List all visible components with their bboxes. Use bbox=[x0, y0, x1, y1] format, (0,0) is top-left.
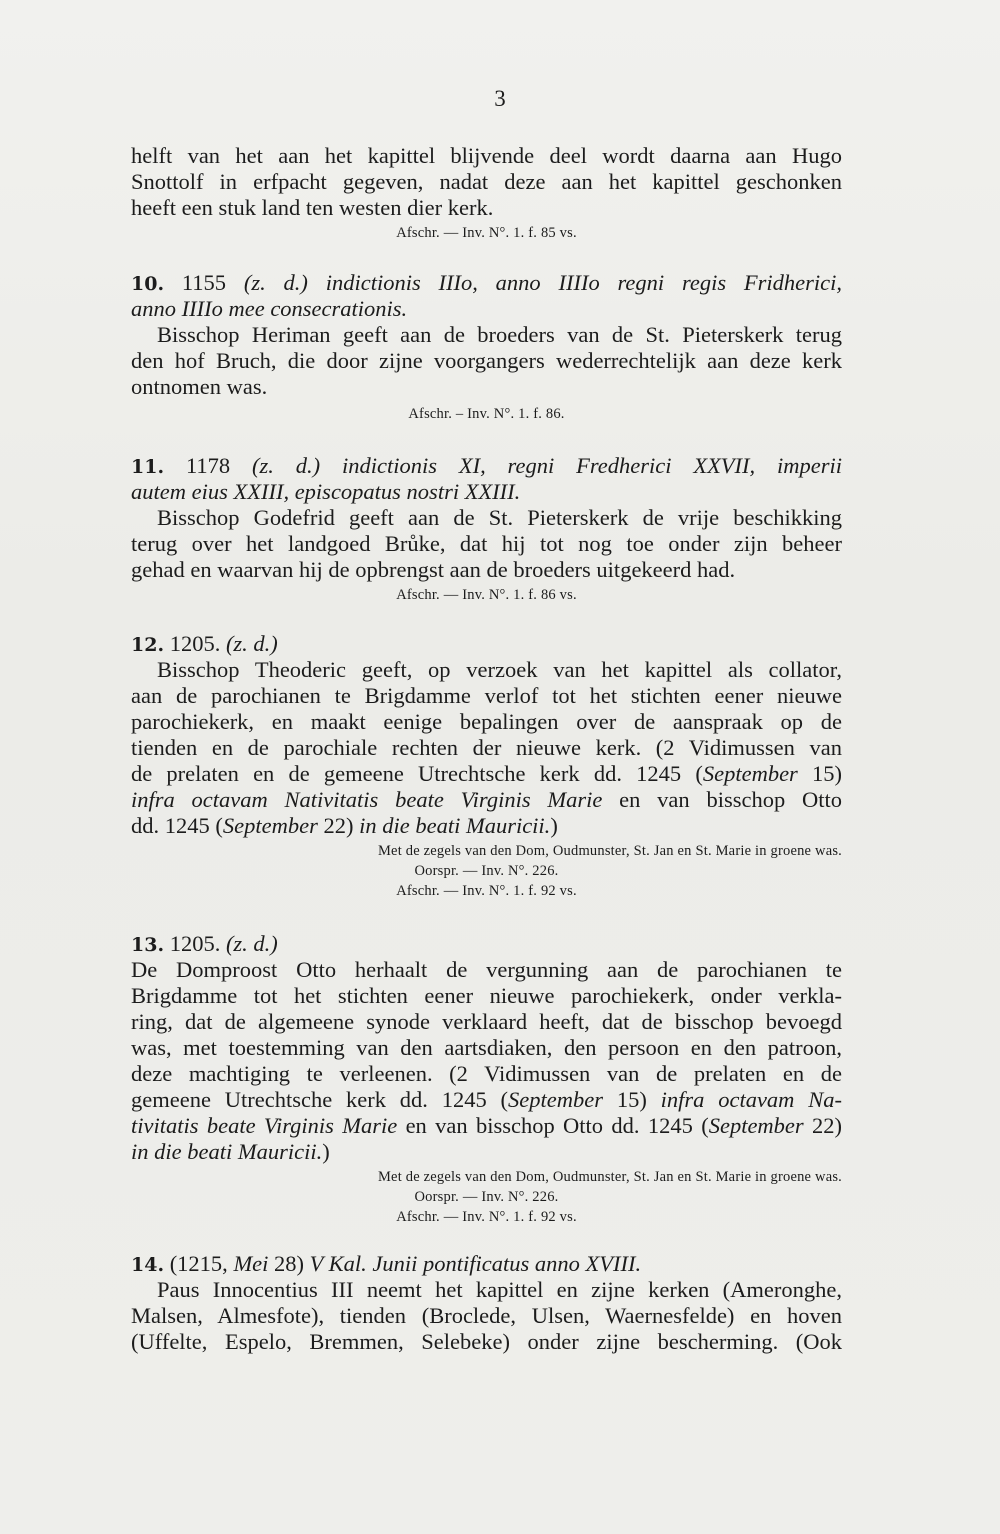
source-reference: Afschr. – Inv. N°. 1. f. 86. bbox=[408, 406, 565, 422]
text-segment: 15) bbox=[603, 1087, 661, 1112]
text-line bbox=[131, 813, 842, 839]
entry-date: 1205. bbox=[169, 631, 221, 656]
text-segment: 22) bbox=[317, 813, 360, 838]
entry-header bbox=[131, 270, 842, 296]
text-line bbox=[131, 1113, 842, 1139]
text-line: tienden en de parochiale rechten der nieuwe kerk. (2 Vidimussen van bbox=[131, 735, 842, 760]
text-line: (Uffelte, Espelo, Bremmen, Selebeke) onder zijne bescherming. (Ook bbox=[131, 1329, 842, 1354]
entry-11 bbox=[131, 453, 842, 605]
text-line: Bisschop Theoderic geeft, op verzoek van het kapittel als collator, bbox=[157, 657, 842, 682]
text-line: Paus Innocentius III neemt het kapittel en zijne kerken (Ameronghe, bbox=[157, 1277, 842, 1302]
entry-header bbox=[131, 1251, 842, 1277]
text-segment-italic: infra octavam Na- bbox=[660, 1087, 842, 1112]
text-segment: ) bbox=[322, 1139, 330, 1164]
entry-date: 1178 bbox=[185, 453, 231, 478]
entry-date-note: (z. d.) bbox=[225, 631, 278, 656]
text-segment-italic: in die beati Mauricii. bbox=[131, 1139, 323, 1164]
entry-header bbox=[131, 931, 842, 957]
text-segment: 22) bbox=[803, 1113, 843, 1138]
text-segment: gemeene Utrechtsche kerk dd. 1245 ( bbox=[131, 1087, 509, 1112]
entry-latin-dating: indictionis IIIo, anno IIIIo regni regis Fridherici, bbox=[325, 270, 843, 295]
text-segment-italic: September bbox=[702, 761, 798, 786]
text-line: aan de parochianen te Brigdamme verlof tot het stichten eener nieuwe bbox=[131, 683, 842, 708]
text-line: gehad en waarvan hij de opbrengst aan de broeders uitgekeerd had. bbox=[131, 557, 736, 582]
entry-latin-dating: indictionis XI, regni Fredherici XXVII, imperii bbox=[341, 453, 843, 478]
entry-latin-dating: anno IIIIo mee consecrationis. bbox=[131, 296, 408, 321]
text-line: ring, dat de algemeene synode verklaard heeft, dat de bisschop bevoegd bbox=[131, 1009, 842, 1034]
text-line: helft van het aan het kapittel blijvende deel wordt daarna aan Hugo bbox=[131, 143, 842, 168]
text-segment-italic: September bbox=[508, 1087, 604, 1112]
entry-13 bbox=[131, 931, 842, 1227]
entry-date-note: (z. d.) bbox=[225, 931, 278, 956]
text-line: Snottolf in erfpacht gegeven, nadat deze aan het kapittel geschonken bbox=[131, 169, 842, 194]
text-line: heeft een stuk land ten westen dier kerk. bbox=[131, 195, 494, 220]
text-line: ontnomen was. bbox=[131, 374, 268, 399]
entry-number: 10. bbox=[131, 273, 165, 295]
source-reference: Oorspr. — Inv. N°. 226. bbox=[414, 863, 559, 879]
source-reference: Afschr. — Inv. N°. 1. f. 92 vs. bbox=[396, 883, 577, 899]
text-segment: en van bisschop Otto dd. 1245 ( bbox=[397, 1113, 709, 1138]
text-segment: dd. 1245 ( bbox=[131, 813, 223, 838]
text-line: parochiekerk, en maakt eenige bepalingen over de aanspraak op de bbox=[131, 709, 842, 734]
text-segment-italic: in die beati Mauricii. bbox=[359, 813, 551, 838]
page-number: 3 bbox=[494, 86, 506, 111]
source-reference: Oorspr. — Inv. N°. 226. bbox=[414, 1189, 559, 1205]
text-line bbox=[131, 1139, 842, 1165]
text-line: Bisschop Heriman geeft aan de broeders van de St. Pieterskerk terug bbox=[157, 322, 842, 347]
text-segment-italic: infra octavam Nativitatis beate Virginis Marie bbox=[131, 787, 603, 812]
entry-14 bbox=[131, 1251, 842, 1355]
text-line: Bisschop Godefrid geeft aan de St. Pieterskerk de vrije beschikking bbox=[157, 505, 842, 530]
source-reference: Afschr. — Inv. N°. 1. f. 86 vs. bbox=[396, 587, 577, 603]
entry-date-day: 28) bbox=[274, 1251, 305, 1276]
text-line: den hof Bruch, die door zijne voorgangers wederrechtelijk aan deze kerk bbox=[131, 348, 842, 373]
entry-latin-dating: V Kal. Junii pontificatus anno XVIII. bbox=[309, 1251, 642, 1276]
text-line bbox=[131, 761, 842, 787]
text-line bbox=[131, 1087, 842, 1113]
text-segment-italic: September bbox=[708, 1113, 804, 1138]
text-line: was, met toestemming van den aartsdiaken, den persoon en den patroon, bbox=[131, 1035, 842, 1060]
source-reference: Afschr. — Inv. N°. 1. f. 92 vs. bbox=[396, 1209, 577, 1225]
source-reference: Afschr. — Inv. N°. 1. f. 85 vs. bbox=[396, 225, 577, 241]
text-segment: de prelaten en de gemeene Utrechtsche kerk dd. 1245 ( bbox=[131, 761, 703, 786]
entry-10 bbox=[131, 270, 842, 424]
text-line: De Domproost Otto herhaalt de vergunning aan de parochianen te bbox=[131, 957, 842, 982]
text-line: terug over het landgoed Brůke, dat hij tot nog toe onder zijn beheer bbox=[131, 531, 842, 556]
text-line: Brigdamme tot het stichten eener nieuwe parochiekerk, onder verkla- bbox=[131, 983, 842, 1008]
text-line: deze machtiging te verleenen. (2 Vidimussen van de prelaten en de bbox=[131, 1061, 842, 1086]
entry-latin-dating: autem eius XXIII, episcopatus nostri XXIII. bbox=[131, 479, 521, 504]
entry-date-month: Mei bbox=[233, 1251, 269, 1276]
text-line bbox=[131, 787, 842, 813]
continuation-text bbox=[131, 143, 842, 243]
text-segment: en van bisschop Otto bbox=[602, 787, 842, 812]
entry-number: 14. bbox=[131, 1254, 165, 1276]
seal-description: Met de zegels van den Dom, Oudmunster, St. Jan en St. Marie in groene was. bbox=[377, 1169, 842, 1185]
entry-number: 11. bbox=[131, 456, 165, 478]
entry-12 bbox=[131, 631, 842, 901]
entry-date: 1155 bbox=[181, 270, 227, 295]
entry-date-note: (z. d.) bbox=[251, 453, 321, 478]
entry-number: 12. bbox=[131, 634, 165, 656]
text-segment: 15) bbox=[797, 761, 842, 786]
text-segment: ) bbox=[550, 813, 558, 838]
entry-date: (1215, bbox=[169, 1251, 228, 1276]
text-segment-italic: September bbox=[222, 813, 318, 838]
entry-header bbox=[131, 453, 842, 479]
entry-header bbox=[131, 631, 842, 657]
entry-number: 13. bbox=[131, 934, 165, 956]
seal-description: Met de zegels van den Dom, Oudmunster, St. Jan en St. Marie in groene was. bbox=[377, 843, 842, 859]
text-line: Malsen, Almesfote), tienden (Broclede, Ulsen, Waernesfelde) en hoven bbox=[131, 1303, 842, 1328]
entry-date: 1205. bbox=[169, 931, 221, 956]
entry-date-note: (z. d.) bbox=[243, 270, 308, 295]
text-segment-italic: tivitatis beate Virginis Marie bbox=[131, 1113, 398, 1138]
